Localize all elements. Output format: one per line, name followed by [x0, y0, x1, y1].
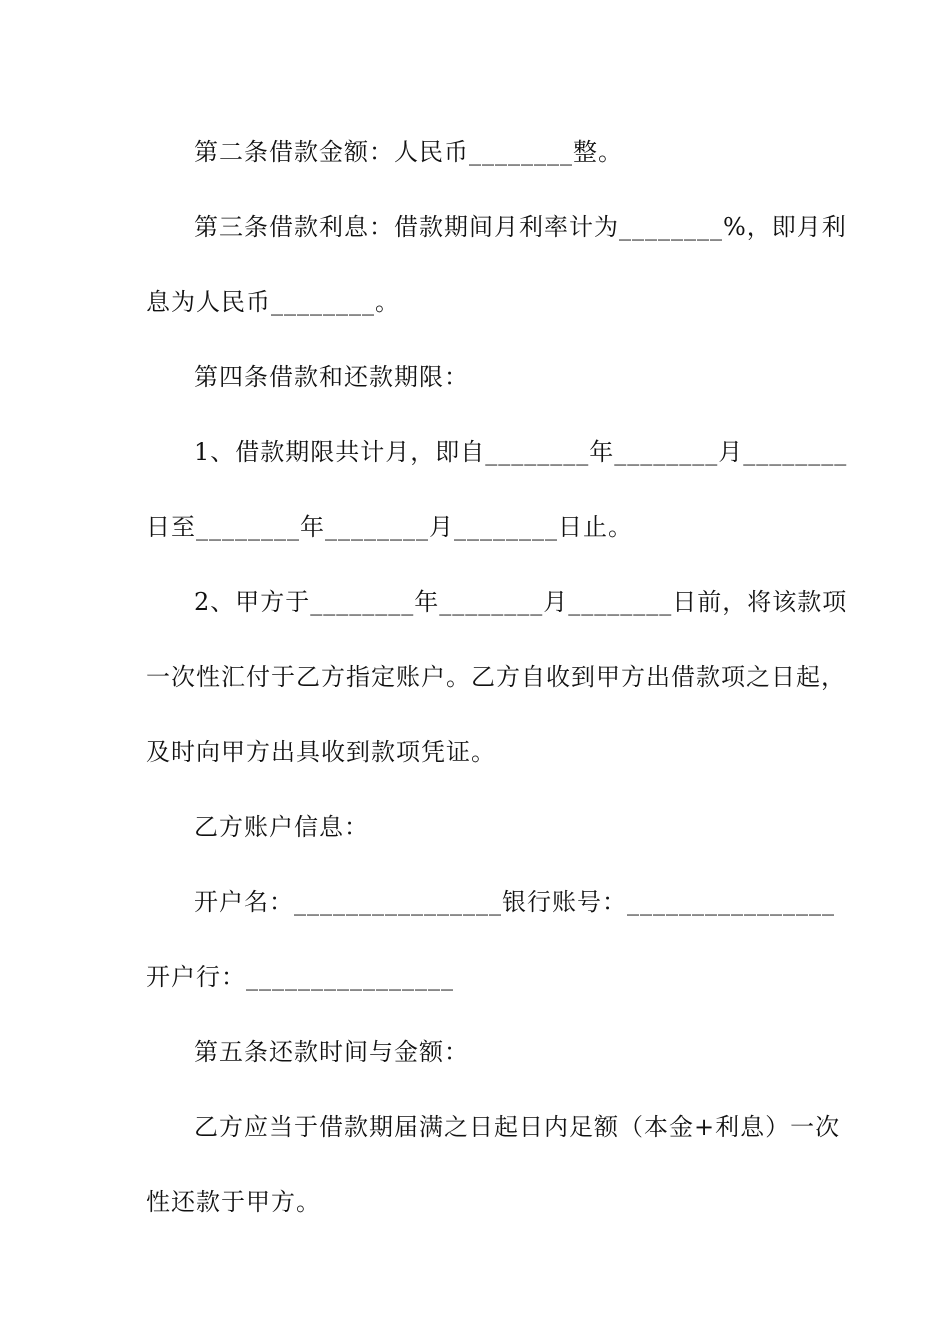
- article-3-loan-interest: 第三条借款利息：借款期间月利率计为________%，即月利: [194, 213, 847, 241]
- article-5-body: 乙方应当于借款期届满之日起日内足额（本金+利息）一次: [194, 1113, 841, 1141]
- article-3-continued: 息为人民币________。: [146, 288, 400, 316]
- article-4-clause-2-continued: 一次性汇付于乙方指定账户。乙方自收到甲方出借款项之日起，: [146, 663, 846, 691]
- account-name-and-number: 开户名：________________银行账号：________________: [194, 888, 835, 916]
- article-4-heading: 第四条借款和还款期限：: [194, 363, 469, 391]
- article-5-heading: 第五条还款时间与金额：: [194, 1038, 469, 1066]
- article-4-clause-1-continued: 日至________年________月________日止。: [146, 513, 633, 541]
- account-bank: 开户行：________________: [146, 963, 454, 991]
- article-4-clause-1: 1、借款期限共计月，即自________年________月________: [194, 438, 848, 466]
- article-4-clause-2-end: 及时向甲方出具收到款项凭证。: [146, 738, 496, 766]
- account-info-heading: 乙方账户信息：: [194, 813, 369, 841]
- article-2-loan-amount: 第二条借款金额：人民币________整。: [194, 138, 623, 166]
- article-5-body-continued: 性还款于甲方。: [146, 1188, 321, 1216]
- article-4-clause-2: 2、甲方于________年________月________日前，将该款项: [194, 588, 848, 616]
